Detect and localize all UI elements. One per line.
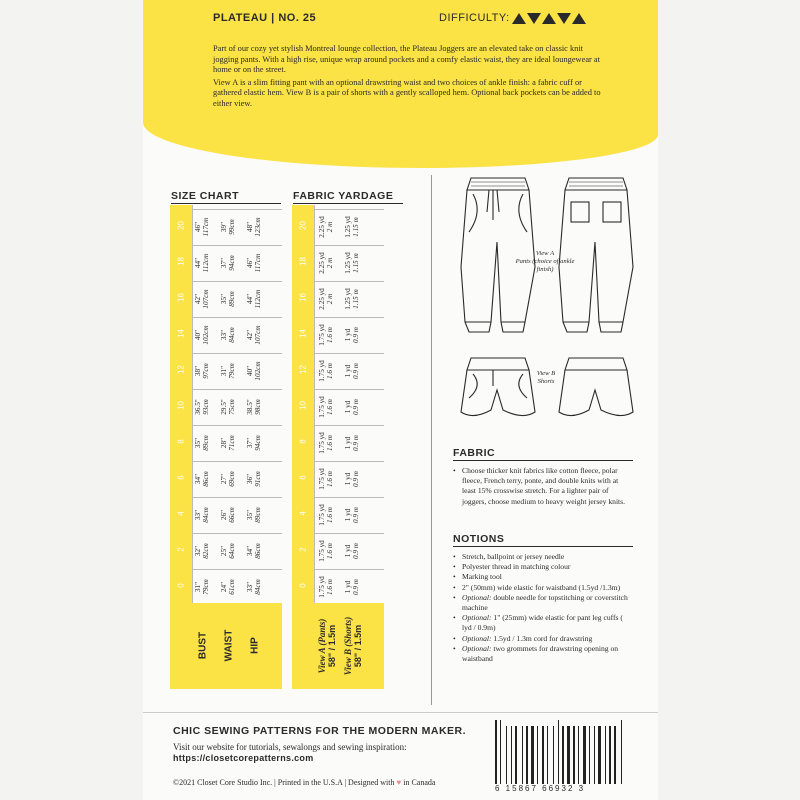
size-number: 6: [298, 475, 308, 480]
size-chart-heading: SIZE CHART: [171, 190, 239, 202]
yardage-cell: [344, 315, 362, 355]
measurement-label: HIP: [249, 637, 261, 654]
size-cell: [220, 279, 238, 319]
size-cell-inch: 39": [220, 221, 228, 233]
size-cell-cm: 82cm: [202, 543, 210, 559]
yardage-cell-m: 1.6 m: [326, 471, 334, 487]
yardage-cell: [318, 531, 336, 571]
size-cell-inch: 31": [220, 365, 228, 377]
barcode-bar: [542, 726, 544, 784]
barcode-bar: [531, 726, 534, 784]
yardage-cell-yd: 1 yd: [344, 364, 352, 378]
yardage-cell: [344, 279, 362, 319]
size-cell: [194, 315, 212, 355]
barcode-bar: [598, 726, 601, 784]
size-cell-inch: 42": [246, 329, 254, 341]
view-b-subtitle: Shorts: [537, 378, 555, 385]
size-cell-inch: 38": [194, 365, 202, 377]
size-cell: [194, 351, 212, 391]
yardage-label: [317, 604, 337, 688]
size-number: 0: [298, 583, 308, 588]
footer-visit-text: [173, 742, 407, 764]
size-number: 16: [176, 293, 186, 302]
size-number: 18: [298, 257, 308, 266]
pattern-back-cover: [143, 0, 658, 800]
footer-divider: [143, 712, 658, 713]
garment-illustrations: [453, 172, 643, 452]
column-divider: [431, 175, 432, 705]
size-cell: [220, 531, 238, 571]
size-cell-inch: 32": [194, 545, 202, 557]
yardage-cell-m: 0.9 m: [352, 471, 360, 487]
notion-text: 1.5yd / 1.3m cord for drawstring: [491, 633, 593, 643]
yardage-cell-yd: 1.25 yd: [344, 252, 352, 274]
size-cell-cm: 64cm: [228, 543, 236, 559]
size-cell: [246, 351, 264, 391]
yardage-cell-yd: 2.25 yd: [318, 216, 326, 238]
shorts-back-icon: [559, 358, 633, 416]
size-cell-inch: 35": [194, 437, 202, 449]
size-cell: [194, 207, 212, 247]
size-number: 12: [298, 365, 308, 374]
size-number: 20: [298, 221, 308, 230]
size-cell-inch: 37": [246, 437, 254, 449]
yardage-cell-m: 1.6 m: [326, 399, 334, 415]
size-cell-cm: 93cm: [202, 399, 210, 415]
size-cell-inch: 40": [246, 365, 254, 377]
barcode-bar: [526, 726, 528, 784]
size-number: 2: [176, 547, 186, 552]
yardage-cell-m: 0.9 m: [352, 327, 360, 343]
yardage-label: [343, 604, 363, 688]
yardage-cell: [318, 315, 336, 355]
divider: [453, 460, 633, 461]
notion-text: double needle for topstitching or coverstitch machine: [462, 592, 628, 613]
yardage-cell-m: 2 m: [326, 257, 334, 269]
yardage-cell-yd: 1.75 yd: [318, 576, 326, 598]
notion-item: [453, 583, 633, 593]
size-number: 8: [176, 439, 186, 444]
notions-list: [453, 552, 633, 664]
barcode-bar: [558, 720, 559, 784]
yardage-cell-yd: 2.25 yd: [318, 252, 326, 274]
size-cell-cm: 71cm: [228, 435, 236, 451]
size-cell-inch: 34": [246, 545, 254, 557]
notion-item: [453, 552, 633, 562]
size-cell: [246, 387, 264, 427]
size-number: 2: [298, 547, 308, 552]
size-cell-cm: 89cm: [254, 507, 262, 523]
yardage-cell-yd: 2.25 yd: [318, 288, 326, 310]
size-number: 6: [176, 475, 186, 480]
website-link[interactable]: https://closetcorepatterns.com: [173, 753, 314, 763]
size-number: 8: [298, 439, 308, 444]
size-cell-inch: 31": [194, 581, 202, 593]
notion-item: [453, 644, 633, 664]
notion-text: Polyester thread in matching colour: [462, 562, 571, 572]
yardage-cell-m: 1.6 m: [326, 363, 334, 379]
size-cell-cm: 89cm: [202, 435, 210, 451]
size-cell-inch: 29.5": [220, 399, 228, 415]
size-cell: [194, 387, 212, 427]
yardage-cell: [344, 531, 362, 571]
size-cell: [220, 459, 238, 499]
fabric-text: • Choose thicker knit fabrics like cotton fleece, polar fleece, French terry, ponte, and double knits with at least 15% crosswise stretch. For a lighter pair of joggers, choose medium to heavy weight jersey knits.: [453, 466, 633, 507]
size-cell-inch: 25": [220, 545, 228, 557]
yardage-cell: [318, 351, 336, 391]
yardage-width-label: 58" / 1.5m: [327, 624, 337, 668]
size-cell: [194, 279, 212, 319]
size-number: 4: [298, 511, 308, 516]
measurement-label: BUST: [197, 631, 209, 660]
size-cell-cm: 99cm: [228, 219, 236, 235]
size-cell-cm: 79cm: [202, 579, 210, 595]
size-cell: [220, 351, 238, 391]
barcode-bar: [511, 726, 512, 784]
yardage-cell: [318, 495, 336, 535]
size-cell-cm: 112cm: [254, 289, 262, 309]
yardage-cell-m: 1.6 m: [326, 543, 334, 559]
shorts-front-icon: [461, 358, 535, 416]
notion-text: Marking tool: [462, 572, 502, 582]
size-cell: [220, 243, 238, 283]
copyright-text: ©2021 Closet Core Studio Inc. | Printed in the U.S.A | Designed with: [173, 778, 395, 787]
yardage-cell-yd: 1.75 yd: [318, 540, 326, 562]
size-cell-cm: 97cm: [202, 363, 210, 379]
barcode-bar: [562, 726, 564, 784]
size-cell-inch: 33": [220, 329, 228, 341]
view-a-subtitle: Pants (choice of ankle finish): [515, 258, 575, 273]
size-cell-inch: 35": [246, 509, 254, 521]
pattern-title: PLATEAU | NO. 25: [213, 12, 317, 24]
size-cell: [246, 243, 264, 283]
size-cell: [246, 459, 264, 499]
optional-prefix: Optional:: [462, 592, 492, 602]
size-number: 16: [298, 293, 308, 302]
size-cell-cm: 107cm: [202, 289, 210, 309]
size-cell: [246, 423, 264, 463]
yardage-cell-yd: 1.75 yd: [318, 360, 326, 382]
yardage-cell: [344, 243, 362, 283]
yardage-cell-m: 2 m: [326, 221, 334, 233]
size-cell-inch: 46": [194, 221, 202, 233]
size-cell: [246, 567, 264, 607]
yardage-cell: [318, 387, 336, 427]
size-cell-cm: 117cm: [202, 217, 210, 237]
intro-paragraph-2: View A is a slim fitting pant with an optional drawstring waist and two choices of ankle finish: a fabric cuff or gathered elastic hem. View B is a pair of shorts with a gently scalloped hem. Optional back pockets can be added to either view.: [213, 77, 601, 108]
barcode-bar: [537, 726, 538, 784]
size-cell-inch: 44": [194, 257, 202, 269]
size-cell-cm: 123cm: [254, 217, 262, 237]
barcode-digits: 6 15867 66932 3: [495, 784, 586, 793]
notion-item: [453, 572, 633, 582]
size-cell-cm: 84cm: [228, 327, 236, 343]
yardage-cell-yd: 1.75 yd: [318, 504, 326, 526]
size-number: 20: [176, 221, 186, 230]
size-cell-inch: 24": [220, 581, 228, 593]
barcode: [495, 720, 645, 784]
difficulty-triangle-icon: [542, 13, 556, 24]
yardage-cell-m: 1.15 m: [352, 217, 360, 237]
size-cell: [194, 243, 212, 283]
divider: [453, 546, 633, 547]
size-cell-inch: 38.5": [246, 399, 254, 415]
barcode-bar: [614, 726, 616, 784]
size-cell-inch: 34": [194, 473, 202, 485]
size-cell-cm: 75cm: [228, 399, 236, 415]
size-cell: [220, 315, 238, 355]
size-number: 10: [176, 401, 186, 410]
barcode-bar: [621, 720, 622, 784]
notion-item: [453, 634, 633, 644]
heart-icon: ♥: [396, 778, 402, 787]
footer-visit: Visit our website for tutorials, sewalongs and sewing inspiration:: [173, 742, 407, 752]
size-cell: [220, 567, 238, 607]
size-cell-cm: 66cm: [228, 507, 236, 523]
size-cell-cm: 84cm: [254, 579, 262, 595]
difficulty-triangle-icon: [527, 13, 541, 24]
yardage-cell-yd: 1 yd: [344, 544, 352, 558]
optional-prefix: Optional:: [462, 613, 492, 623]
optional-prefix: Optional:: [462, 633, 492, 643]
size-number: 14: [298, 329, 308, 338]
table-column-separator: [314, 205, 315, 603]
view-b-caption: [521, 370, 571, 386]
view-a-title: View A: [535, 250, 555, 257]
notion-text: 2" (50mm) wide elastic for waistband (1.5yd /1.3m): [462, 582, 621, 592]
footer-tagline: CHIC SEWING PATTERNS FOR THE MODERN MAKER.: [173, 725, 467, 737]
yardage-cell-yd: 1.25 yd: [344, 216, 352, 238]
yardage-view-label: View B (Shorts): [343, 616, 353, 676]
size-cell: [220, 387, 238, 427]
barcode-bar: [506, 726, 507, 784]
size-cell-inch: 48": [246, 221, 254, 233]
yardage-width-label: 58" / 1.5m: [353, 624, 363, 668]
size-cell-cm: 112cm: [202, 253, 210, 273]
yardage-cell: [318, 423, 336, 463]
size-cell-inch: 33": [194, 509, 202, 521]
size-cell-cm: 102cm: [202, 325, 210, 345]
barcode-bar: [573, 726, 575, 784]
yardage-cell-yd: 1 yd: [344, 580, 352, 594]
difficulty-rating-icon: [512, 13, 586, 24]
yardage-cell-yd: 1.75 yd: [318, 468, 326, 490]
table-column-separator: [192, 205, 193, 603]
yardage-cell-m: 1.6 m: [326, 435, 334, 451]
size-cell-inch: 37": [220, 257, 228, 269]
yardage-cell-yd: 1.75 yd: [318, 396, 326, 418]
size-cell: [220, 495, 238, 535]
fabric-yardage-heading: FABRIC YARDAGE: [293, 190, 394, 202]
barcode-bar: [609, 726, 611, 784]
yardage-cell: [344, 567, 362, 607]
yardage-cell-m: 1.6 m: [326, 507, 334, 523]
size-number: 10: [298, 401, 308, 410]
divider: [171, 203, 281, 204]
size-number: 0: [176, 583, 186, 588]
size-cell-inch: 26": [220, 509, 228, 521]
size-cell: [220, 207, 238, 247]
difficulty-triangle-icon: [512, 13, 526, 24]
size-cell: [246, 207, 264, 247]
size-cell-cm: 91cm: [254, 471, 262, 487]
barcode-bar: [500, 720, 501, 784]
barcode-bar: [522, 726, 523, 784]
yardage-cell-m: 2 m: [326, 293, 334, 305]
barcode-bar: [594, 726, 595, 784]
view-a-caption: [515, 250, 575, 274]
copyright-line: [173, 778, 435, 787]
yardage-label-strip: [292, 603, 384, 689]
size-cell-inch: 44": [246, 293, 254, 305]
yardage-cell-yd: 1 yd: [344, 472, 352, 486]
yardage-cell-yd: 1 yd: [344, 508, 352, 522]
size-cell-cm: 69cm: [228, 471, 236, 487]
notion-text: Stretch, ballpoint or jersey needle: [462, 552, 565, 561]
barcode-bar: [515, 726, 517, 784]
size-cell-inch: 36.5": [194, 399, 202, 415]
size-cell: [246, 279, 264, 319]
barcode-bar: [547, 726, 548, 784]
size-cell-inch: 27": [220, 473, 228, 485]
yardage-cell: [344, 351, 362, 391]
yardage-cell-m: 0.9 m: [352, 399, 360, 415]
measurement-label: WAIST: [223, 629, 235, 662]
yardage-cell-m: 0.9 m: [352, 543, 360, 559]
yardage-cell-m: 0.9 m: [352, 507, 360, 523]
size-cell-inch: 33": [246, 581, 254, 593]
size-cell-inch: 46": [246, 257, 254, 269]
size-cell-inch: 36": [246, 473, 254, 485]
size-cell: [194, 423, 212, 463]
size-number: 14: [176, 329, 186, 338]
barcode-bar: [583, 726, 586, 784]
yardage-cell: [318, 459, 336, 499]
size-number: 18: [176, 257, 186, 266]
yardage-cell-m: 1.15 m: [352, 289, 360, 309]
barcode-bar: [495, 720, 497, 784]
made-in-text: in Canada: [403, 778, 436, 787]
yardage-cell: [318, 567, 336, 607]
yardage-cell-yd: 1.75 yd: [318, 324, 326, 346]
yardage-cell: [318, 243, 336, 283]
barcode-bar: [567, 726, 570, 784]
fabric-heading: FABRIC: [453, 447, 496, 459]
notion-item: [453, 613, 633, 633]
size-cell-inch: 35": [220, 293, 228, 305]
fabric-list: [453, 466, 633, 507]
optional-prefix: Optional:: [462, 643, 492, 653]
yardage-cell-yd: 1 yd: [344, 328, 352, 342]
difficulty-triangle-icon: [557, 13, 571, 24]
yardage-cell: [344, 495, 362, 535]
barcode-bar: [589, 726, 590, 784]
size-cell: [194, 567, 212, 607]
yardage-view-label: View A (Pants): [317, 618, 327, 674]
yardage-cell-yd: 1 yd: [344, 436, 352, 450]
intro-paragraph-1: Part of our cozy yet stylish Montreal lounge collection, the Plateau Joggers are an elevated take on classic knit jogging pants. With a high rise, unique wrap around pockets and a comfy elastic waist, they are ideal loungewear at home or on the street.: [213, 44, 600, 74]
size-cell: [246, 315, 264, 355]
yardage-cell-yd: 1.25 yd: [344, 288, 352, 310]
yardage-cell-yd: 1 yd: [344, 400, 352, 414]
size-cell-inch: 42": [194, 293, 202, 305]
difficulty-label: DIFFICULTY:: [439, 12, 510, 24]
yardage-cell: [344, 459, 362, 499]
size-cell-cm: 98cm: [254, 399, 262, 415]
notion-text: two grommets for drawstring opening on waistband: [462, 643, 619, 664]
difficulty-triangle-icon: [572, 13, 586, 24]
yardage-cell: [318, 279, 336, 319]
yardage-cell-m: 1.15 m: [352, 253, 360, 273]
yardage-cell: [344, 387, 362, 427]
size-number: 12: [176, 365, 186, 374]
size-cell-cm: 61cm: [228, 579, 236, 595]
notion-item: [453, 562, 633, 572]
barcode-bar: [605, 726, 606, 784]
intro-text: [213, 44, 603, 111]
size-cell-cm: 94cm: [254, 435, 262, 451]
yardage-cell-m: 0.9 m: [352, 363, 360, 379]
size-cell-cm: 89cm: [228, 291, 236, 307]
size-cell-cm: 102cm: [254, 361, 262, 381]
size-cell: [194, 495, 212, 535]
yardage-cell-m: 0.9 m: [352, 435, 360, 451]
size-cell-cm: 86cm: [254, 543, 262, 559]
yardage-cell-m: 0.9 m: [352, 579, 360, 595]
notion-item: [453, 593, 633, 613]
divider: [293, 203, 403, 204]
size-cell-cm: 86cm: [202, 471, 210, 487]
barcode-bar: [578, 726, 579, 784]
size-cell-cm: 117cm: [254, 253, 262, 273]
size-cell-cm: 107cm: [254, 325, 262, 345]
barcode-bar: [553, 726, 554, 784]
size-cell: [220, 423, 238, 463]
size-cell: [246, 531, 264, 571]
size-number: 4: [176, 511, 186, 516]
yardage-cell: [318, 207, 336, 247]
size-cell: [194, 459, 212, 499]
notion-text: 1" (25mm) wide elastic for pant leg cuffs ( lyd / 0.9m): [462, 613, 623, 633]
size-cell-cm: 84cm: [202, 507, 210, 523]
size-cell-inch: 28": [220, 437, 228, 449]
size-cell: [246, 495, 264, 535]
notions-heading: NOTIONS: [453, 533, 505, 545]
size-cell-cm: 79cm: [228, 363, 236, 379]
view-b-title: View B: [536, 370, 556, 377]
yardage-cell-m: 1.6 m: [326, 579, 334, 595]
size-cell-cm: 94cm: [228, 255, 236, 271]
yardage-cell-m: 1.6 m: [326, 327, 334, 343]
yardage-cell-yd: 1.75 yd: [318, 432, 326, 454]
size-cell: [194, 531, 212, 571]
yardage-cell: [344, 423, 362, 463]
yardage-cell: [344, 207, 362, 247]
size-cell-inch: 40": [194, 329, 202, 341]
